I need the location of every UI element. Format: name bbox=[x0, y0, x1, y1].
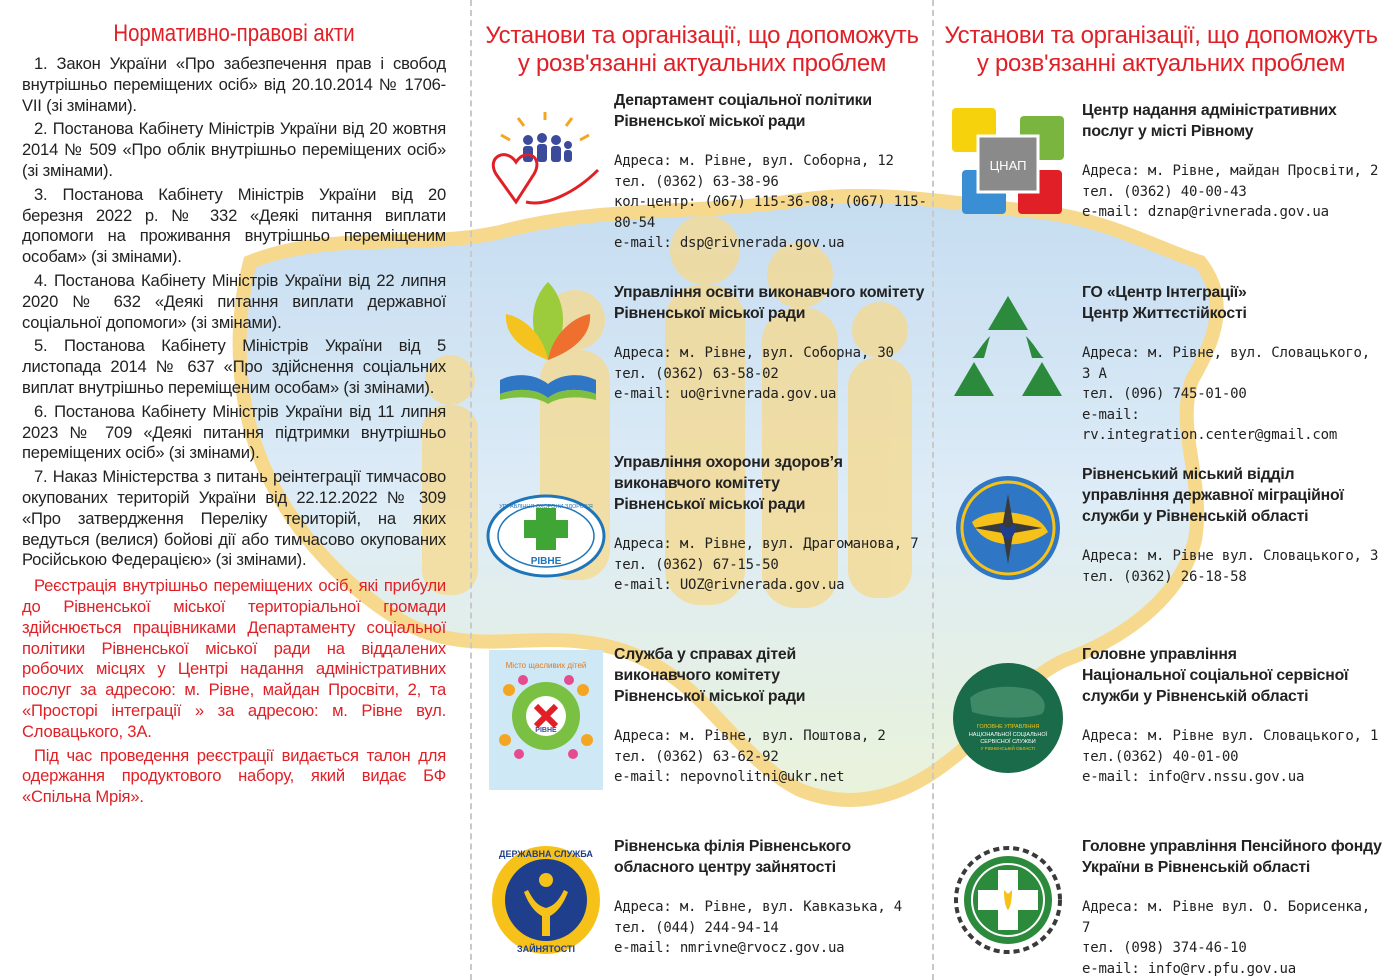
org-phone: тел. (096) 745-01-00 bbox=[1082, 386, 1247, 403]
org-address: Адреса: м. Рівне, майдан Просвіти, 2 bbox=[1082, 163, 1379, 179]
org-contacts bbox=[1082, 546, 1382, 587]
org-address: Адреса: м. Рівне, вул. Соборна, 12 bbox=[614, 153, 894, 169]
org-phone: тел. (044) 244-94-14 bbox=[614, 919, 779, 936]
org-name-line: Національної соціальної сервісної bbox=[1082, 667, 1349, 684]
org-phone: тел. (0362) 67-15-50 bbox=[614, 556, 779, 573]
nssu-logo-line3: СЕРВІСНОЇ СЛУЖБИ bbox=[980, 739, 1036, 745]
org-name-line: виконавчого комітету bbox=[614, 475, 780, 492]
employment-logo-bottom-text: ЗАЙНЯТОСТІ bbox=[516, 944, 576, 954]
org-email: e-mail: nepovnolitni@ukr.net bbox=[614, 769, 845, 786]
org-email: e-mail: info@rv.pfu.gov.ua bbox=[1082, 960, 1296, 977]
org-children-service bbox=[614, 644, 930, 788]
children-service-logo bbox=[489, 650, 603, 790]
org-address: Адреса: м. Рівне вул. Словацького, 3 bbox=[1082, 548, 1379, 564]
org-phone: тел.(0362) 40-01-00 bbox=[1082, 748, 1239, 765]
org-name-line: Головне управління Пенсійного фонду bbox=[1082, 838, 1382, 855]
legal-acts-panel bbox=[22, 0, 446, 811]
org-phone: тел. (0362) 63-58-02 bbox=[614, 365, 779, 382]
pension-fund-logo bbox=[954, 846, 1062, 954]
org-name-line: обласного центру зайнятості bbox=[614, 859, 836, 876]
migration-service-logo bbox=[954, 474, 1062, 582]
org-name-line: Управління освіти виконавчого комітету bbox=[614, 284, 925, 301]
org-name-line: ГО «Центр Інтеграції» bbox=[1082, 284, 1247, 301]
nssu-logo-line1: ГОЛОВНЕ УПРАВЛІННЯ bbox=[976, 724, 1040, 730]
org-contacts bbox=[614, 897, 930, 959]
panel-divider-2 bbox=[932, 0, 934, 980]
org-email: e-mail: uo@rivnerada.gov.ua bbox=[614, 386, 837, 403]
org-address: Адреса: м. Рівне вул. О. Борисенка, 7 bbox=[1082, 899, 1371, 936]
nssu-logo-line2: НАЦІОНАЛЬНОЇ СОЦІАЛЬНОЇ bbox=[968, 732, 1048, 738]
org-address: Адреса: м. Рівне, вул. Драгоманова, 7 bbox=[614, 536, 919, 552]
org-health bbox=[614, 452, 930, 596]
org-email: e-mail: dznap@rivnerada.gov.ua bbox=[1082, 204, 1329, 221]
organizations-panel-right bbox=[936, 0, 1386, 980]
org-name-line: Головне управління bbox=[1082, 646, 1237, 663]
org-pension-fund bbox=[1082, 836, 1382, 979]
org-phone: тел. (0362) 63-62-92 bbox=[614, 748, 779, 765]
law-item: 2. Постанова Кабінету Міністрів України від 20 жовтня 2014 № 509 «Про облік внутрішньо переміщених осіб» (зі змінами). bbox=[22, 119, 446, 180]
cnap-logo-text: ЦНАП bbox=[989, 158, 1027, 173]
org-name-line: Управління охорони здоров’я bbox=[614, 454, 843, 471]
org-contacts bbox=[614, 534, 930, 596]
org-nssu bbox=[1082, 644, 1382, 788]
org-integration-center bbox=[1082, 282, 1382, 446]
org-email: e-mail: rv.integration.center@gmail.com bbox=[1082, 406, 1338, 444]
org-email: e-mail: UOZ@rivnerada.gov.ua bbox=[614, 577, 845, 594]
employment-service-logo bbox=[490, 844, 602, 956]
food-voucher-note: Під час проведення реєстрації видається талон для одержання продуктового набору, який видає БФ «Спільна Мрія». bbox=[22, 745, 446, 807]
org-name-line: послуг у місті Рівному bbox=[1082, 123, 1254, 140]
org-education bbox=[614, 282, 930, 405]
health-department-logo bbox=[486, 494, 606, 578]
org-contacts bbox=[614, 726, 930, 788]
org-name-line: управління державної міграційної bbox=[1082, 487, 1344, 504]
org-name-line: Центр Життєстійкості bbox=[1082, 305, 1247, 322]
org-name-line: Рівненської міської ради bbox=[614, 305, 806, 322]
cnap-logo bbox=[952, 108, 1064, 220]
law-item: 6. Постанова Кабінету Міністрів України від 11 липня 2023 № 709 «Деякі питання підтримки внутрішньо переміщених осіб» (зі змінами). bbox=[22, 401, 446, 463]
org-name-line: Рівненський міський відділ bbox=[1082, 466, 1295, 483]
panel-divider-1 bbox=[470, 0, 472, 980]
org-phone: тел. (098) 374-46-10 bbox=[1082, 940, 1247, 957]
social-policy-logo bbox=[486, 112, 604, 220]
kids-logo-top-text: Місто щасливих дітей bbox=[505, 661, 587, 670]
law-item: 7. Наказ Міністерства з питань реінтеграції тимчасово окупованих територій України від 22.12.2022 № 309 «Про затвердження Переліку територій, на яких ведуться (велися) бойові дії або тимчасово окупованих Російською Федерацією» (зі змінами). bbox=[22, 467, 446, 570]
law-item: 5. Постанова Кабінету Міністрів України від 5 листопада 2014 № 637 «Про здійснення соціальних виплат внутрішньо переміщеним особам» (зі змінами). bbox=[22, 336, 446, 397]
nssu-logo-line4: У РІВНЕНСЬКІЙ ОБЛАСТІ bbox=[980, 746, 1036, 751]
org-employment bbox=[614, 836, 930, 959]
org-name-line: Департамент соціальної політики bbox=[614, 92, 872, 109]
health-logo-arc-text: УПРАВЛІННЯ ОХОРОНИ ЗДОРОВ'Я bbox=[499, 504, 593, 510]
org-name-line: Служба у справах дітей bbox=[614, 646, 796, 663]
org-contacts bbox=[1082, 897, 1382, 979]
law-item: 1. Закон України «Про забезпечення прав і свобод внутрішньо переміщених осіб» від 20.10.2014 № 1706-VII (зі змінами). bbox=[22, 54, 446, 115]
org-name-line: служби у Рівненській області bbox=[1082, 508, 1309, 525]
org-name-line: служби у Рівненській області bbox=[1082, 688, 1309, 705]
right-panel-title: Установи та організації, що допоможуть у розв'язанні актуальних проблем bbox=[944, 22, 1378, 77]
org-contacts bbox=[1082, 161, 1382, 223]
org-email: e-mail: dsp@rivnerada.gov.ua bbox=[614, 235, 845, 252]
nssu-logo bbox=[952, 662, 1064, 774]
org-email: e-mail: info@rv.nssu.gov.ua bbox=[1082, 769, 1305, 786]
legal-acts-title: Нормативно-правові акти bbox=[113, 20, 355, 47]
org-social-policy bbox=[614, 90, 930, 254]
org-phone: тел. (0362) 63-38-96 bbox=[614, 173, 779, 190]
org-address: Адреса: м. Рівне, вул. Кавказька, 4 bbox=[614, 899, 903, 915]
org-address: Адреса: м. Рівне вул. Словацького, 1 bbox=[1082, 728, 1379, 744]
org-name-line: Рівненської міської ради bbox=[614, 496, 806, 513]
org-name-line: Центр надання адміністративних bbox=[1082, 102, 1337, 119]
org-name-line: України в Рівненській області bbox=[1082, 859, 1311, 876]
org-email: e-mail: nmrivne@rvocz.gov.ua bbox=[614, 940, 845, 957]
org-contacts bbox=[614, 151, 930, 254]
registration-note: Реєстрація внутрішньо переміщених осіб, які прибули до Рівненської міської територіальної громади здійснюється працівниками Департаменту соціальної політики Рівненської міської ради на віддалених робочих місцях у Центрі надання адміністративних послуг за адресою: м. Рівне, майдан Просвіти, 2, та «Просторі інтеграції » за адресою: м. Рівне вул. Словацького, 3А. bbox=[22, 576, 446, 741]
law-item: 3. Постанова Кабінету Міністрів України від 20 березня 2022 р. № 332 «Деякі питання виплати допомоги на проживання внутрішньо переміщеним особам» (зі змінами). bbox=[22, 184, 446, 267]
org-address: Адреса: м. Рівне, вул. Словацького, 3 А bbox=[1082, 345, 1371, 382]
org-address: Адреса: м. Рівне, вул. Поштова, 2 bbox=[614, 728, 886, 744]
org-cnap bbox=[1082, 100, 1382, 223]
employment-logo-top-text: ДЕРЖАВНА СЛУЖБА bbox=[499, 849, 593, 859]
org-name-line: Рівненської міської ради bbox=[614, 113, 806, 130]
health-logo-city: РІВНЕ bbox=[530, 556, 562, 567]
org-call-center: кол-центр: (067) 115-36-08; (067) 115-80-54 bbox=[614, 194, 927, 231]
org-name-line: виконавчого комітету bbox=[614, 667, 780, 684]
org-name-line: Рівненської міської ради bbox=[614, 688, 806, 705]
integration-center-logo bbox=[950, 296, 1066, 398]
org-name-line: Рівненська філія Рівненського bbox=[614, 838, 851, 855]
organizations-panel-middle bbox=[474, 0, 930, 980]
org-contacts bbox=[614, 343, 930, 405]
education-logo bbox=[496, 282, 600, 410]
middle-panel-title: Установи та організації, що допоможуть у розв'язанні актуальних проблем bbox=[485, 22, 919, 77]
kids-logo-city: РІВНЕ bbox=[535, 727, 557, 734]
org-contacts bbox=[1082, 343, 1382, 446]
org-phone: тел. (0362) 40-00-43 bbox=[1082, 183, 1247, 200]
org-migration-service bbox=[1082, 464, 1382, 587]
org-phone: тел. (0362) 26-18-58 bbox=[1082, 568, 1247, 585]
org-contacts bbox=[1082, 726, 1382, 788]
law-item: 4. Постанова Кабінету Міністрів України від 22 липня 2020 № 632 «Деякі питання виплати державної соціальної допомоги» (зі змінами). bbox=[22, 270, 446, 332]
org-address: Адреса: м. Рівне, вул. Соборна, 30 bbox=[614, 345, 894, 361]
